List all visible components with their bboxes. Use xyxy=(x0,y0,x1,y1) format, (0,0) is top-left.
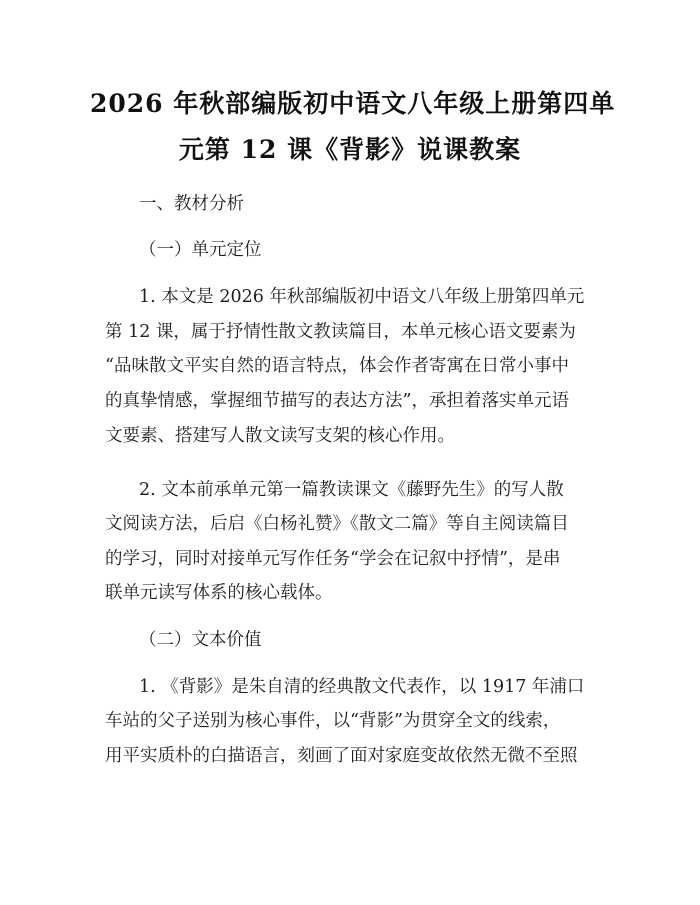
document-title-line-2: 元第 12 课《背影》说课教案 xyxy=(178,135,522,164)
paragraph-1-line: 第 12 课，属于抒情性散文教读篇目，本单元核心语文要素为 xyxy=(105,322,576,342)
subsection-heading-text-value: （二）文本价值 xyxy=(139,630,262,650)
paragraph-2-line: 2. 文本前承单元第一篇教读课文《藤野先生》的写人散 xyxy=(139,480,564,500)
paragraph-2-line: 的学习，同时对接单元写作任务“学会在记叙中抒情”，是串 xyxy=(105,549,561,569)
paragraph-1-line: “品味散文平实自然的语言特点，体会作者寄寓在日常小事中 xyxy=(105,356,569,376)
paragraph-1-line: 文要素、搭建写人散文读写支架的核心作用。 xyxy=(105,426,455,446)
section-heading-textbook-analysis: 一、教材分析 xyxy=(139,194,244,214)
paragraph-2-line: 文阅读方法，后启《白杨礼赞》《散文二篇》等自主阅读篇目 xyxy=(105,514,569,534)
document-title-line-1: 2026 年秋部编版初中语文八年级上册第四单 xyxy=(90,89,616,118)
paragraph-1-line: 的真挚情感，掌握细节描写的表达方法”，承担着落实单元语 xyxy=(105,391,569,411)
paragraph-3-line: 用平实质朴的白描语言，刻画了面对家庭变故依然无微不至照 xyxy=(105,746,578,766)
subsection-heading-unit-positioning: （一）单元定位 xyxy=(139,240,262,260)
paragraph-3-line: 1. 《背影》是朱自清的经典散文代表作，以 1917 年浦口 xyxy=(139,677,585,697)
paragraph-1-line: 1. 本文是 2026 年秋部编版初中语文八年级上册第四单元 xyxy=(139,287,585,307)
paragraph-3-line: 车站的父子送别为核心事件，以“背影”为贯穿全文的线索， xyxy=(105,711,561,731)
paragraph-2-line: 联单元读写体系的核心载体。 xyxy=(105,583,333,603)
